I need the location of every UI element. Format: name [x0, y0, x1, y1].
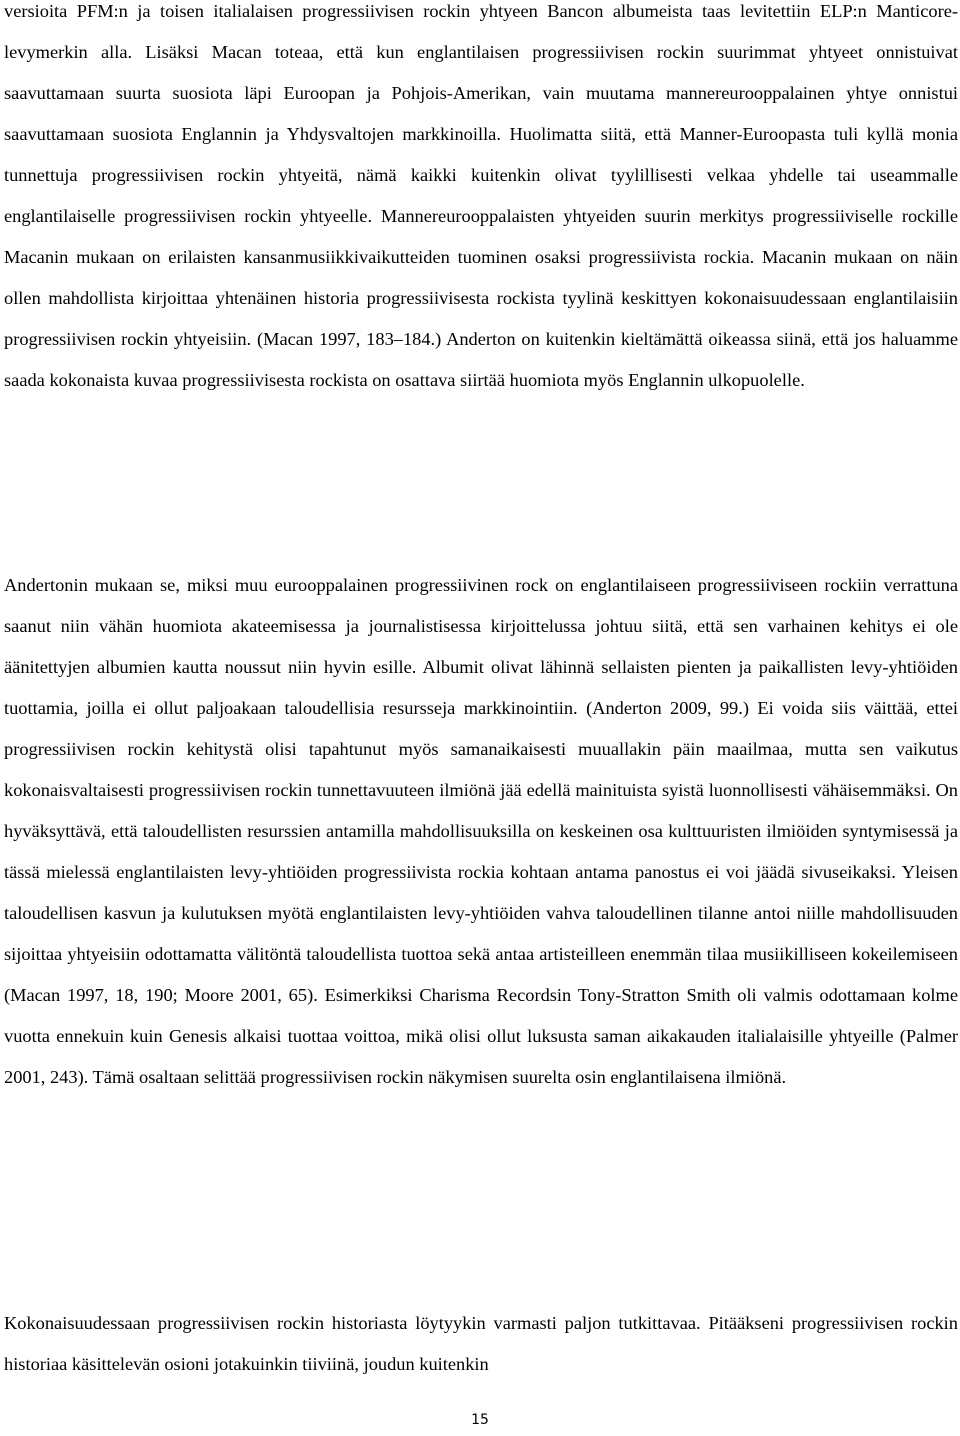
page-number: 15: [471, 1412, 489, 1428]
body-paragraph: Kokonaisuudessaan progressiivisen rockin historiasta löytyykin varmasti paljon tutkittavaa. Pitääkseni progressiivisen rockin historiaa käsittelevän osioni jotakuinkin tiiviinä, joudun kuitenkin: [4, 1313, 958, 1374]
body-paragraph: Andertonin mukaan se, miksi muu eurooppalainen progressiivinen rock on englantilaiseen progressiiviseen rockiin verrattuna saanut niin vähän huomiota akateemisessa ja journalistisessa kirjoittelussa johtuu siitä, että sen varhainen kehitys ei ole äänitettyjen albumien kautta noussut niin hyvin esille. Albumit olivat lähinnä sellaisten pienten ja paikallisten levy-yhtiöiden tuottamia, joilla ei ollut paljoakaan taloudellisia resursseja markkinointiin. (Anderton 2009, 99.) Ei voida siis väittää, ettei progressiivisen rockin kehitystä olisi tapahtunut myös samanaikaisesti muuallakin päin maailmaa, mutta sen vaikutus kokonaisvaltaisesti progressiivisen rockin tunnettavuuteen ilmiönä jää edellä mainituista syistä luonnollisesti vähäisemmäksi. On hyväksyttävä, että taloudellisten resurssien antamilla mahdollisuuksilla on keskeinen osa kulttuuristen ilmiöiden syntymisessä ja tässä mielessä englantilaisten levy-yhtiöiden progressiivista rockia kohtaan antama panostus ei voi jäädä sivuseikaksi. Yleisen taloudellisen kasvun ja kulutuksen myötä englantilaisten levy-yhtiöiden vahva taloudellinen tilanne antoi niille mahdollisuuden sijoittaa yhtyeisiin odottamatta välitöntä taloudellista tuottoa sekä antaa artisteilleen enemmän tilaa musiikilliseen kokeilemiseen (Macan 1997, 18, 190; Moore 2001, 65). Esimerkiksi Charisma Recordsin Tony-Stratton Smith oli valmis odottamaan kolme vuotta ennekuin kuin Genesis alkaisi tuottaa voittoa, mikä olisi ollut luksusta saman aikakauden italialaisille yhtyeille (Palmer 2001, 243). Tämä osaltaan selittää progressiivisen rockin näkymisen suurelta osin englantilaisena ilmiönä.: [4, 575, 958, 1087]
body-paragraph: versioita PFM:n ja toisen italialaisen progressiivisen rockin yhtyeen Bancon albumeista taas levitettiin ELP:n Manticore-levymerkin alla. Lisäksi Macan toteaa, että kun englantilaisen progressiivisen rockin suurimmat yhtyeet onnistuivat saavuttamaan suurta suosiota läpi Euroopan ja Pohjois-Amerikan, vain muutama mannereurooppalainen yhtye onnistui saavuttamaan suosiota Englannin ja Yhdysvaltojen markkinoilla. Huolimatta siitä, että Manner-Euroopasta tuli kyllä monia tunnettuja progressiivisen rockin yhtyeitä, nämä kaikki kuitenkin olivat tyylillisesti velkaa yhdelle tai useammalle englantilaiselle progressiivisen rockin yhtyeelle. Mannereurooppalaisten yhtyeiden suurin merkitys progressiiviselle rockille Macanin mukaan on erilaisten kansanmusiikkivaikutteiden tuominen osaksi progressiivista rockia. Macanin mukaan on näin ollen mahdollista kirjoittaa yhtenäinen historia progressiivisesta rockista tyylinä keskittyen kokonaisuudessaan englantilaisiin progressiivisen rockin yhtyeisiin. (Macan 1997, 183–184.) Anderton on kuitenkin kieltämättä oikeassa siinä, että jos haluamme saada kokonaista kuvaa progressiivisesta rockista on osattava siirtää huomiota myös Englannin ulkopuolelle.: [4, 1, 958, 390]
